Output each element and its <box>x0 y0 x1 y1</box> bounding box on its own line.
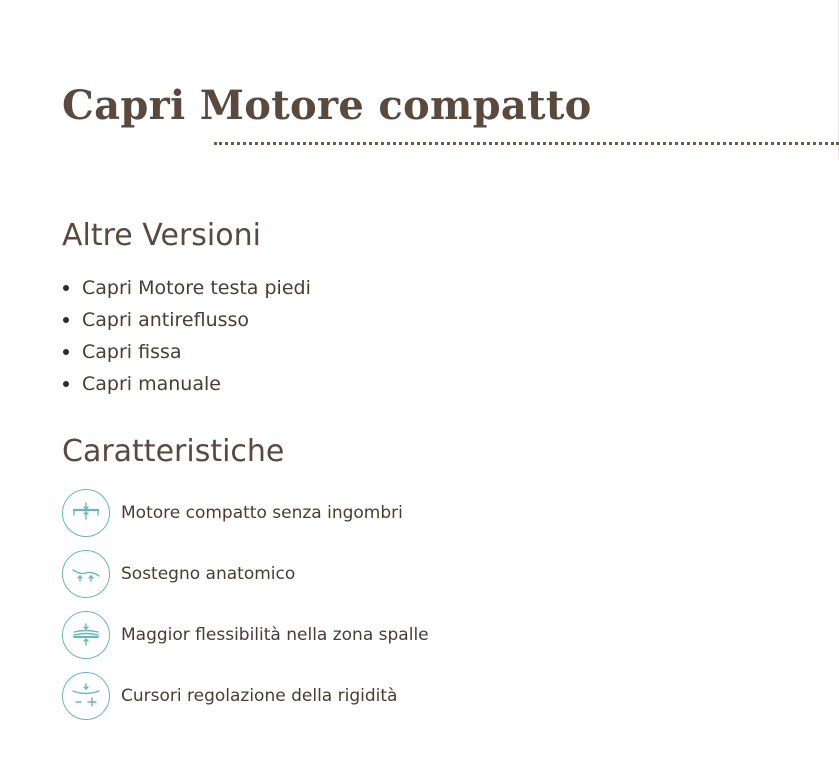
version-item <box>62 336 311 368</box>
title-block <box>62 78 839 134</box>
title-dotted-underline <box>214 142 839 145</box>
feature-item <box>62 610 429 660</box>
version-item <box>62 368 311 400</box>
compact-motor-icon <box>62 489 110 537</box>
version-link-manuale[interactable]: Capri manuale <box>82 373 221 395</box>
feature-label: Motore compatto senza ingombri <box>121 503 403 523</box>
feature-item <box>62 549 429 599</box>
feature-label: Sostegno anatomico <box>121 564 296 584</box>
other-versions-heading: Altre Versioni <box>62 218 261 253</box>
anatomic-support-icon <box>62 550 110 598</box>
other-versions-list <box>62 272 311 400</box>
feature-label: Maggior flessibilità nella zona spalle <box>121 625 429 645</box>
feature-label: Cursori regolazione della rigidità <box>121 686 398 706</box>
shoulder-flexibility-icon <box>62 611 110 659</box>
features-heading: Caratteristiche <box>62 434 285 469</box>
version-item <box>62 304 311 336</box>
page-title: Capri Motore compatto <box>62 82 592 129</box>
version-link-motore-testa-piedi[interactable]: Capri Motore testa piedi <box>82 277 311 299</box>
version-link-antireflusso[interactable]: Capri antireflusso <box>82 309 250 331</box>
version-link-fissa[interactable]: Capri fissa <box>82 341 182 363</box>
rigidity-adjust-icon <box>62 672 110 720</box>
features-list <box>62 488 429 732</box>
feature-item <box>62 671 429 721</box>
feature-item <box>62 488 429 538</box>
version-item <box>62 272 311 304</box>
